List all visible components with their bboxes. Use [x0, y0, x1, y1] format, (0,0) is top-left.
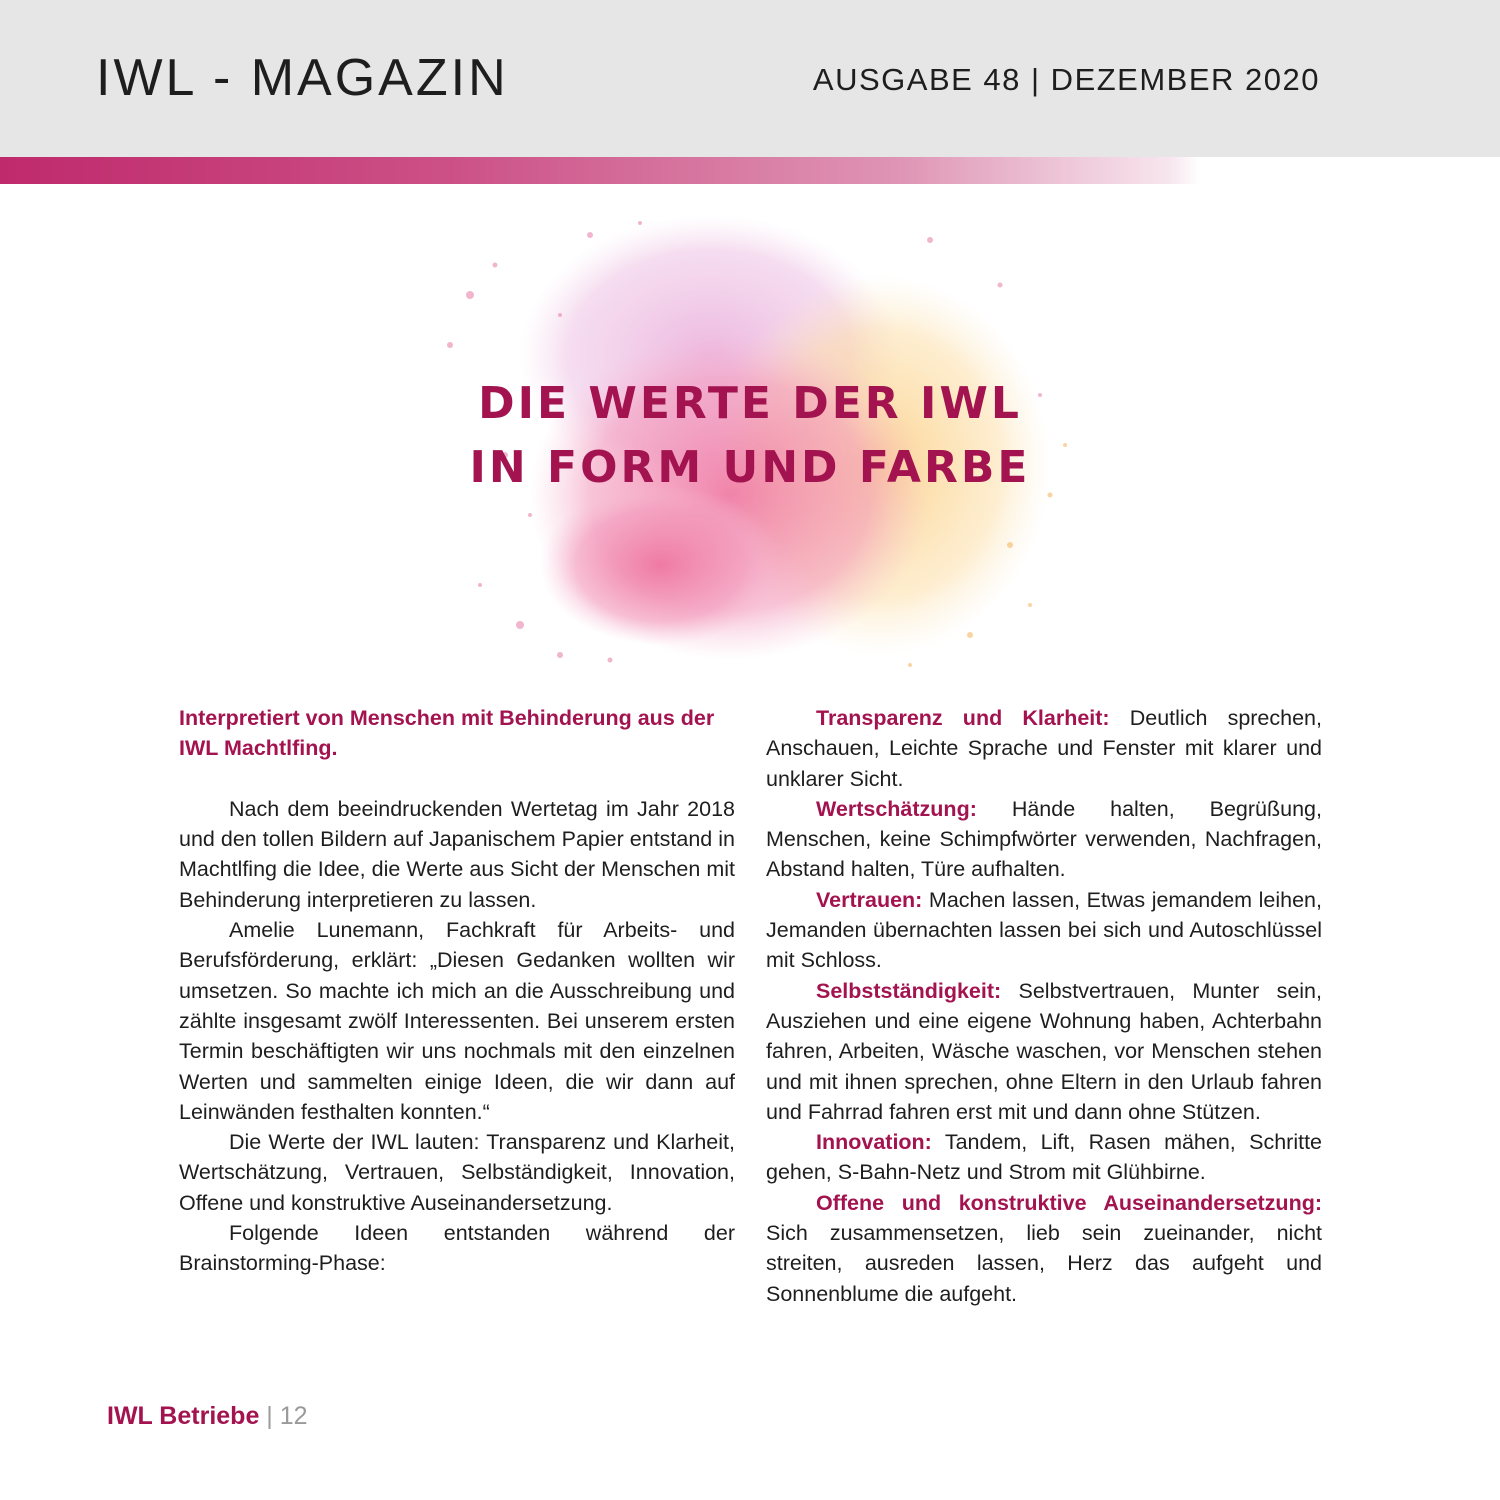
page-footer [107, 1398, 308, 1434]
value-label: Wertschätzung: [816, 796, 977, 821]
right-column [766, 703, 1322, 1309]
issue-info: AUSGABE 48 | DEZEMBER 2020 [812, 62, 1320, 97]
headline-line-1: DIE WERTE DER IWL [478, 378, 1022, 429]
value-text: Deutlich sprechen, Anschauen, Leichte Sprache und Fenster mit klarer und unklarer Sicht. [766, 706, 1322, 791]
value-label: Offene und konstruktive Auseinandersetzung: [816, 1190, 1322, 1215]
value-text: Tandem, Lift, Rasen mähen, Schritte gehen, S-Bahn-Netz und Strom mit Glühbirne. [766, 1130, 1322, 1185]
article-lead: Interpretiert von Menschen mit Behinderung aus der IWL Machtlfing. [179, 706, 715, 761]
left-column [179, 703, 735, 1279]
value-text: Hände halten, Begrüßung, Menschen, keine Schimpfwörter verwenden, Nachfragen, Abstand halten, Türe aufhalten. [766, 796, 1322, 882]
body-paragraph: Die Werte der IWL lauten: Transparenz und Klarheit, Wertschätzung, Vertrauen, Selbständigkeit, Innovation, Offene und konstruktive Auseinandersetzung. [179, 1130, 735, 1215]
value-label: Transparenz und Klarheit: [816, 706, 1110, 730]
body-paragraph: Amelie Lunemann, Fachkraft für Arbeits- und Berufsförderung, erklärt: „Diesen Gedanken wollten wir umsetzen. So machte ich mich an die Ausschreibung und zählte insgesamt zwölf Interessenten. Bei unserem ersten Termin beschäftigten wir uns nochmals mit den einzelnen Werten und sammelten einige Ideen, die wir dann auf Leinwänden festhalten konnten.“ [179, 918, 735, 1124]
value-item [766, 1127, 1322, 1188]
value-label: Innovation: [816, 1130, 932, 1155]
footer-brand: IWL Betriebe [107, 1402, 260, 1430]
body-paragraph: Nach dem beeindruckenden Wertetag im Jahr 2018 und den tollen Bildern auf Japanischem Papier entstand in Machtlfing die Idee, die Werte aus Sicht der Menschen mit Behinderung interpretieren zu lassen. [179, 796, 735, 912]
value-item [766, 1188, 1322, 1309]
page-header [0, 0, 1500, 157]
value-label: Selbstständigkeit: [816, 978, 1002, 1003]
magazine-title: IWL - MAGAZIN [96, 49, 509, 107]
value-text: Machen lassen, Etwas jemandem leihen, Jemanden übernachten lassen bei sich und Autoschlüssel mit Schloss. [766, 887, 1322, 973]
page-number: 12 [279, 1402, 308, 1430]
value-item [766, 794, 1322, 885]
value-label: Vertrauen: [816, 887, 923, 912]
footer-separator: | [266, 1402, 273, 1430]
value-text: Sich zusammensetzen, lieb sein zueinander, nicht streiten, ausreden lassen, Herz das aufgeht und Sonnenblume die aufgeht. [766, 1221, 1322, 1306]
value-item [766, 885, 1322, 976]
value-item [766, 703, 1322, 794]
value-item [766, 976, 1322, 1127]
body-paragraph: Folgende Ideen entstanden während der Brainstorming-Phase: [179, 1221, 735, 1276]
article-headline [0, 372, 1500, 500]
value-text: Selbstvertrauen, Munter sein, Ausziehen und eine eigene Wohnung haben, Achterbahn fahren, Arbeiten, Wäsche waschen, vor Menschen stehen und mit ihnen sprechen, ohne Eltern in den Urlaub fahren und Fahrrad fahren erst mit und dann ohne Stützen. [766, 978, 1322, 1124]
headline-line-2: IN FORM UND FARBE [469, 442, 1031, 493]
accent-stripe [0, 157, 1500, 184]
